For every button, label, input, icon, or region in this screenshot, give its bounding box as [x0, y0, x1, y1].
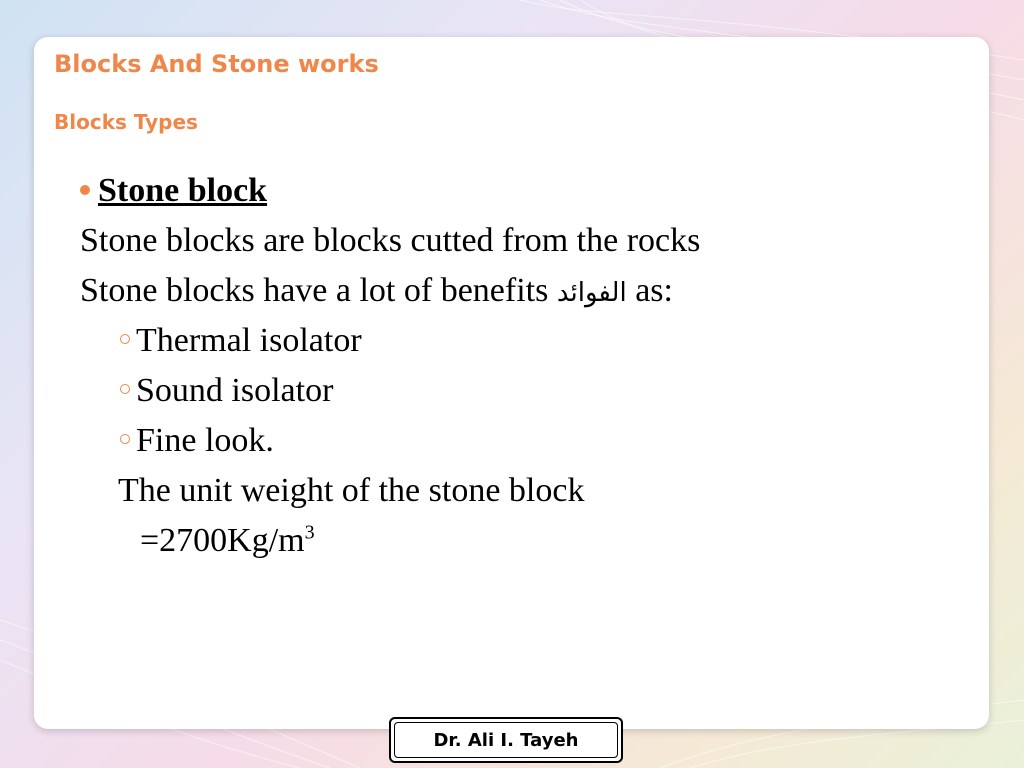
benefit-label: Thermal isolator	[136, 322, 362, 359]
ring-bullet-icon	[120, 384, 130, 394]
list-item	[80, 316, 920, 366]
text-line-2-end: as:	[626, 272, 673, 309]
slide-title: Blocks And Stone works	[54, 50, 379, 78]
slide-content	[80, 166, 920, 566]
weight-value: =2700Kg/m	[140, 522, 305, 559]
footer-author-box	[389, 717, 623, 763]
weight-line: The unit weight of the stone block	[118, 472, 585, 509]
bullet-icon	[80, 185, 90, 195]
text-line-2-start: Stone blocks have a lot of benefits	[80, 272, 557, 309]
ring-bullet-icon	[120, 334, 130, 344]
text-line-2	[80, 266, 920, 316]
benefit-label: Fine look.	[136, 422, 274, 459]
ring-bullet-icon	[120, 434, 130, 444]
list-item	[80, 416, 920, 466]
arabic-word: الفوائد	[556, 278, 627, 308]
benefit-label: Sound isolator	[136, 372, 334, 409]
slide-subtitle: Blocks Types	[54, 110, 198, 134]
list-item	[80, 366, 920, 416]
weight-exponent: 3	[304, 521, 315, 544]
heading-stone-block: Stone block	[98, 172, 268, 209]
footer-author: Dr. Ali I. Tayeh	[394, 722, 618, 758]
text-line-1: Stone blocks are blocks cutted from the rocks	[80, 222, 701, 259]
bullet-heading	[80, 166, 920, 216]
weight-value-line	[80, 516, 920, 566]
